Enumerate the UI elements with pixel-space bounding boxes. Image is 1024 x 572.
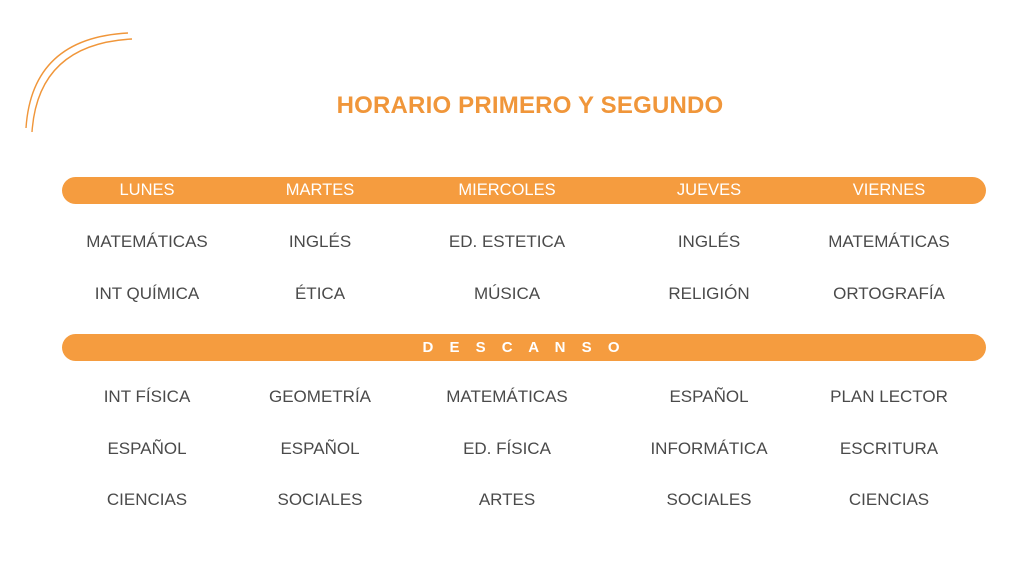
day-header-wednesday: MIERCOLES — [458, 181, 556, 199]
schedule-cell: ESPAÑOL — [107, 439, 187, 458]
schedule-cell: RELIGIÓN — [668, 284, 750, 303]
schedule-cell: INGLÉS — [288, 232, 352, 251]
schedule-cell: ÉTICA — [294, 284, 346, 303]
schedule-cell: INGLÉS — [677, 232, 741, 251]
day-header-friday: VIERNES — [852, 181, 926, 199]
schedule-cell: SOCIALES — [666, 490, 752, 509]
schedule-cell: ED. FÍSICA — [463, 439, 551, 458]
schedule-cell: MÚSICA — [473, 284, 541, 303]
schedule-cell: SOCIALES — [277, 490, 363, 509]
day-header-monday: LUNES — [119, 181, 175, 199]
schedule-cell: ORTOGRAFÍA — [833, 284, 945, 303]
schedule-cell: ARTES — [478, 490, 536, 509]
break-label: D E S C A N S O — [422, 339, 626, 356]
schedule-cell: INT FÍSICA — [103, 387, 191, 406]
schedule-cell: ED. ESTETICA — [448, 232, 566, 251]
day-header-thursday: JUEVES — [676, 181, 742, 199]
schedule-cell: ESPAÑOL — [669, 387, 749, 406]
schedule-cell: MATEMÁTICAS — [828, 232, 950, 251]
schedule-cell: GEOMETRÍA — [268, 387, 372, 406]
schedule-cell: PLAN LECTOR — [830, 387, 948, 406]
day-header-tuesday: MARTES — [285, 181, 355, 199]
schedule-cell: ESCRITURA — [839, 439, 939, 458]
schedule-cell: INFORMÁTICA — [650, 439, 768, 458]
schedule-cell: INT QUÍMICA — [94, 284, 200, 303]
page-title: HORARIO PRIMERO Y SEGUNDO — [336, 92, 724, 119]
schedule-cell: MATEMÁTICAS — [86, 232, 208, 251]
schedule-cell: CIENCIAS — [848, 490, 930, 509]
schedule-cell: ESPAÑOL — [280, 439, 360, 458]
schedule-cell: CIENCIAS — [106, 490, 188, 509]
schedule-cell: MATEMÁTICAS — [446, 387, 568, 406]
